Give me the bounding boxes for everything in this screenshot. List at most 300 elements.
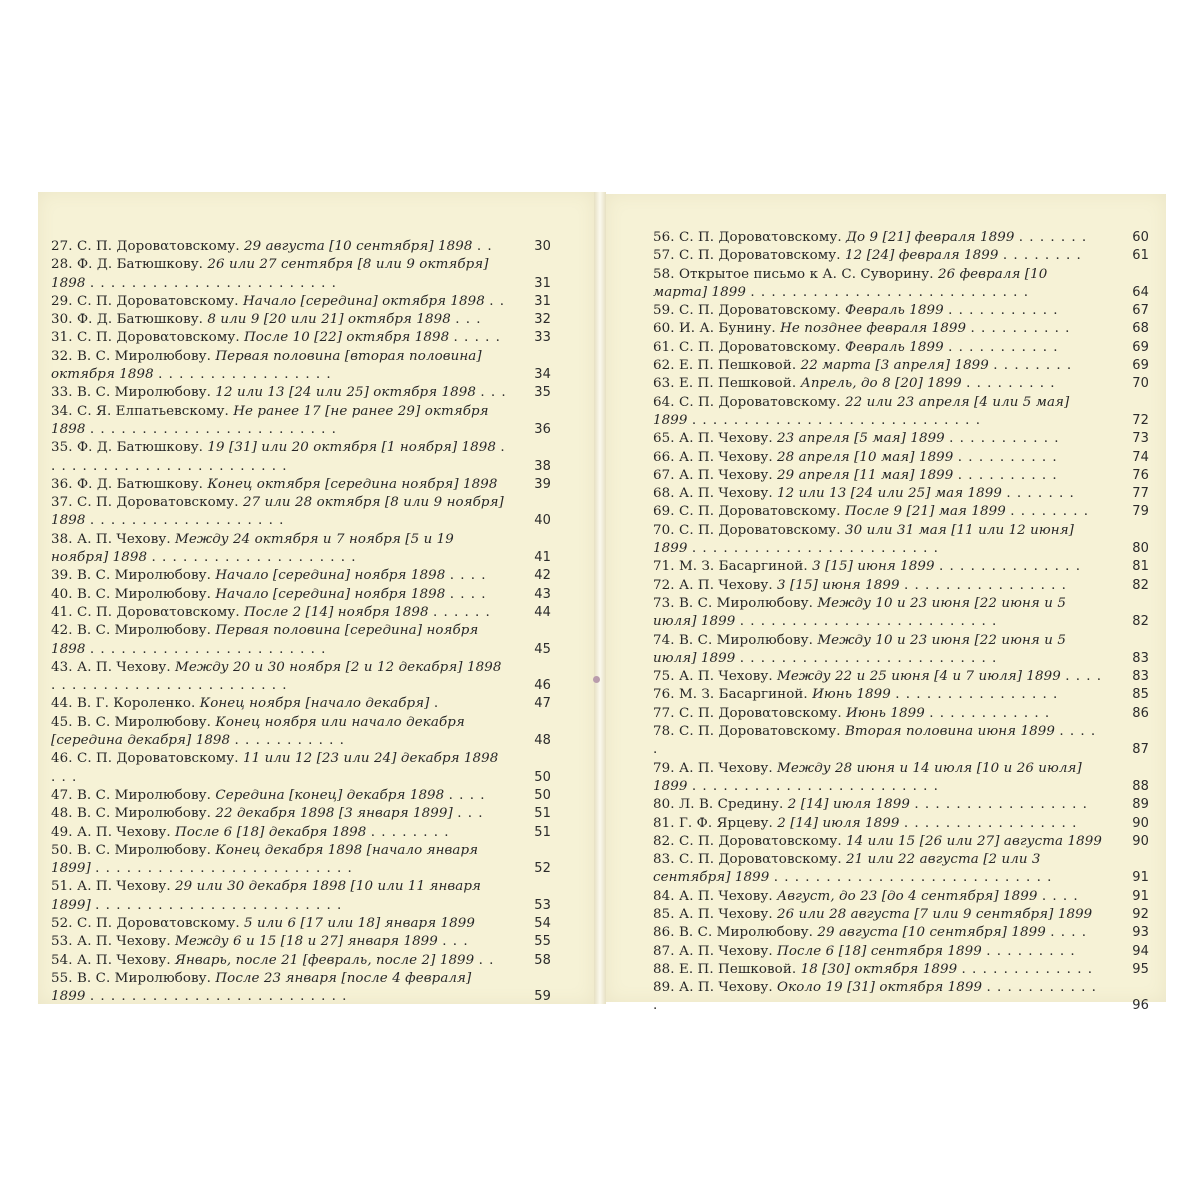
dot-leader: . . . . . . . . <box>1010 504 1090 520</box>
entry-recipient: М. З. Басаргиной. <box>678 559 808 575</box>
toc-entry-text <box>653 357 1105 375</box>
entry-number: 80. <box>653 797 675 813</box>
toc-entry <box>51 567 551 585</box>
entry-number: 85. <box>653 906 675 922</box>
entry-recipient: А. П. Чехову. <box>678 888 773 904</box>
toc-entry-text <box>51 311 507 329</box>
toc-entry <box>51 915 551 933</box>
toc-entry-text <box>51 805 507 823</box>
entry-recipient: Открытое письмо к А. С. Суворину. <box>678 266 934 282</box>
entry-number: 46. <box>51 751 73 767</box>
page-number: 31 <box>534 293 551 309</box>
toc-entry-text <box>653 760 1105 797</box>
toc-entry-text <box>51 256 507 293</box>
dot-leader: . . . . . . . <box>1018 230 1088 245</box>
toc-entry <box>51 531 551 568</box>
toc-entry-text <box>653 339 1105 357</box>
toc-entry <box>653 394 1149 431</box>
entry-recipient: А. П. Чехову. <box>678 760 773 776</box>
toc-entry <box>653 686 1149 704</box>
toc-entry-text <box>51 933 507 951</box>
entry-recipient: А. П. Чехову. <box>678 467 773 483</box>
entry-number: 40. <box>51 586 73 602</box>
toc-entry <box>51 494 551 531</box>
dot-leader: . . . . . . . . . . . . . . . . . . . . . . . <box>51 678 288 694</box>
entry-date: 22 декабря 1898 [3 января 1899] <box>215 806 453 822</box>
page-number: 39 <box>534 476 551 492</box>
toc-entry-text <box>653 522 1105 559</box>
entry-recipient: В. С. Миролюбову. <box>76 787 212 803</box>
toc-entry-text <box>653 668 1105 686</box>
dot-leader: . . . . . . . . . . . . . <box>961 961 1093 977</box>
entry-number: 58. <box>653 266 675 282</box>
toc-entry <box>51 622 551 659</box>
toc-entry <box>51 805 551 823</box>
entry-date: 5 или 6 [17 или 18] января 1899 <box>244 915 476 931</box>
toc-entry <box>653 961 1149 979</box>
entry-number: 37. <box>51 495 73 511</box>
entry-date: Февраль 1899 <box>844 339 944 355</box>
toc-entry <box>51 952 551 970</box>
toc-entry-text <box>653 796 1105 814</box>
entry-recipient: С. П. Доровατовскому. <box>76 330 240 346</box>
toc-entry-text <box>51 878 507 915</box>
toc-entry <box>653 375 1149 393</box>
page-number: 61 <box>1132 248 1149 264</box>
toc-entry-text <box>51 384 507 402</box>
entry-recipient: В. Г. Короленко. <box>76 696 196 712</box>
entry-recipient: С. П. Доровατовскому. <box>678 705 842 721</box>
toc-entry <box>653 979 1149 1016</box>
entry-date: Между 28 июня и 14 июля [10 и 26 июля] 1899 <box>653 760 1082 794</box>
entry-recipient: А. П. Чехову. <box>678 906 773 922</box>
entry-date: Июнь 1899 <box>846 705 925 721</box>
toc-entry <box>51 933 551 951</box>
toc-entry <box>51 384 551 402</box>
entry-recipient: С. П. Дороватовскому. <box>76 293 239 309</box>
toc-entry <box>51 878 551 915</box>
entry-date: Июнь 1899 <box>812 687 891 703</box>
entry-recipient: С. П. Дороватовскому. <box>76 751 239 767</box>
page-number: 82 <box>1132 614 1149 630</box>
entry-number: 59. <box>653 303 675 319</box>
dot-leader: . . . . . . . . . . . . . . . . <box>903 577 1067 593</box>
entry-number: 35. <box>51 440 73 456</box>
toc-entry <box>653 906 1149 924</box>
toc-entry-text <box>653 888 1105 906</box>
dot-leader: . . . . . . . . <box>1002 248 1082 264</box>
dot-leader: . . . <box>457 806 484 822</box>
toc-entry-text <box>653 430 1105 448</box>
entry-number: 36. <box>51 476 73 492</box>
page-number: 52 <box>534 861 551 877</box>
page-number: 77 <box>1132 486 1149 502</box>
entry-number: 52. <box>51 915 73 931</box>
entry-number: 56. <box>653 230 675 245</box>
page-number: 54 <box>534 915 551 931</box>
entry-number: 75. <box>653 669 675 685</box>
dot-leader: . . <box>478 952 495 968</box>
entry-number: 47. <box>51 787 73 803</box>
entry-number: 57. <box>653 248 675 264</box>
entry-number: 34. <box>51 403 73 419</box>
toc-entry-text <box>51 915 507 933</box>
entry-recipient: Ф. Д. Батюшкову. <box>76 440 204 456</box>
entry-date: Около 19 [31] октября 1899 <box>777 980 983 996</box>
dot-leader: . . . . . . . . . . . <box>948 303 1059 319</box>
entry-recipient: А. П. Чехову. <box>678 577 773 593</box>
dot-leader: . . . . . . . . . . . . <box>929 705 1051 721</box>
toc-entry-text <box>51 824 507 842</box>
page-number: 46 <box>534 678 551 694</box>
toc-entry-text <box>653 302 1105 320</box>
toc-entry <box>51 329 551 347</box>
dot-leader: . . . . . . . . . . . . . . . . <box>895 687 1059 703</box>
toc-entry-text <box>653 906 1105 924</box>
page-number: 88 <box>1132 778 1149 794</box>
entry-number: 67. <box>653 467 675 483</box>
dot-leader: . . . . . . . . . . . . . . . . . . . . . . . . . <box>739 614 998 630</box>
page-number: 30 <box>534 239 551 254</box>
page-number: 31 <box>534 275 551 291</box>
entry-date: Вторая половина июня 1899 <box>844 724 1055 740</box>
toc-entry <box>51 824 551 842</box>
entry-date: 27 или 28 октября [8 или 9 ноября] 1898 <box>51 495 504 529</box>
toc-entry <box>653 668 1149 686</box>
toc-entry-text <box>653 924 1105 942</box>
entry-number: 63. <box>653 376 675 392</box>
toc-entry <box>653 430 1149 448</box>
dot-leader: . . . . . . . . <box>993 358 1073 374</box>
page-number: 48 <box>534 733 551 749</box>
page-number: 79 <box>1132 504 1149 520</box>
page-number: 74 <box>1132 449 1149 465</box>
table-of-contents-left <box>51 238 551 1006</box>
toc-entry <box>51 604 551 622</box>
entry-date: 22 или 23 апреля [4 или 5 мая] 1899 <box>653 394 1070 428</box>
toc-entry <box>51 787 551 805</box>
entry-date: 2 [14] июля 1899 <box>787 797 911 813</box>
entry-date: 30 или 31 мая [11 или 12 июня] 1899 <box>653 522 1074 557</box>
entry-recipient: Е. П. Пешковой. <box>678 358 797 374</box>
page-number: 40 <box>534 513 551 529</box>
toc-entry <box>653 266 1149 303</box>
entry-number: 77. <box>653 705 675 721</box>
entry-date: 12 [24] февраля 1899 <box>844 248 999 264</box>
toc-entry <box>653 320 1149 338</box>
entry-recipient: С. П. Дороватовскому. <box>76 495 239 511</box>
entry-recipient: С. П. Доровατовскому. <box>678 230 842 245</box>
toc-entry-text <box>653 577 1105 595</box>
page-number: 72 <box>1132 412 1149 428</box>
page-number: 86 <box>1132 705 1149 721</box>
toc-entry-text <box>51 476 507 494</box>
entry-date: 18 [30] октября 1899 <box>800 961 958 977</box>
entry-date: Конец декабря 1898 [начало января 1899] <box>51 842 479 877</box>
dot-leader: . . . . . . . . . . . . . . . . . <box>914 797 1088 813</box>
page-number: 53 <box>534 897 551 913</box>
toc-entry <box>653 302 1149 320</box>
toc-entry <box>653 815 1149 833</box>
page-number: 83 <box>1132 650 1149 666</box>
entry-number: 49. <box>51 824 73 840</box>
toc-entry <box>51 659 551 696</box>
entry-number: 55. <box>51 970 73 986</box>
entry-number: 76. <box>653 687 675 703</box>
entry-recipient: С. П. Доровατовскому. <box>678 852 842 868</box>
toc-entry-text <box>653 705 1105 723</box>
toc-entry-text <box>51 750 507 787</box>
page-number: 87 <box>1132 742 1149 758</box>
entry-recipient: С. П. Дороватовскому. <box>678 339 841 355</box>
toc-entry-text <box>51 329 507 347</box>
toc-entry-text <box>653 632 1105 669</box>
dot-leader: . . . . . <box>453 330 501 346</box>
toc-entry-text <box>653 558 1105 576</box>
toc-entry <box>653 595 1149 632</box>
page-number: 76 <box>1132 467 1149 483</box>
entry-number: 41. <box>51 604 73 620</box>
toc-entry-text <box>653 595 1105 632</box>
entry-recipient: А. П. Чехову. <box>678 449 773 465</box>
dot-leader: . . . . . . . . . . . . . . . . . . . . . . . <box>89 641 327 657</box>
entry-date: Апрель, до 8 [20] 1899 <box>800 376 962 392</box>
entry-date: Первая половина [середина] ноября 1898 <box>51 623 479 657</box>
page-number: 50 <box>534 769 551 785</box>
page-number: 82 <box>1132 577 1149 593</box>
entry-number: 50. <box>51 842 73 858</box>
entry-recipient: С. П. Доровατовскому. <box>76 239 240 254</box>
toc-entry-text <box>653 851 1105 888</box>
dot-leader: . . . . . . . . . . . . . . . . . . . . . . . . . <box>739 650 998 666</box>
toc-entry-text <box>653 394 1105 431</box>
entry-number: 43. <box>51 659 73 675</box>
toc-entry-text <box>653 485 1105 503</box>
page-number: 90 <box>1132 815 1149 831</box>
toc-entry-text <box>51 293 507 311</box>
toc-entry-text <box>51 952 507 970</box>
entry-date: 26 или 27 сентября [8 или 9 октября] 1898 <box>51 257 489 291</box>
entry-number: 62. <box>653 358 675 374</box>
entry-recipient: В. С. Миролюбову. <box>76 714 212 730</box>
entry-date: Начало [середина] ноября 1898 <box>215 568 446 584</box>
toc-entry <box>51 476 551 494</box>
entry-date: 3 [15] июня 1899 <box>777 577 900 593</box>
toc-entry <box>653 229 1149 247</box>
entry-date: 29 августа [10 сентября] 1899 <box>817 925 1046 941</box>
entry-recipient: С. П. Дороватовскому. <box>678 248 841 264</box>
entry-date: 29 августа [10 сентября] 1898 <box>244 239 473 254</box>
page-number: 47 <box>534 696 551 712</box>
toc-entry-text <box>51 970 507 1007</box>
dot-leader: . . . . <box>448 787 486 803</box>
dot-leader: . . . . . . . . . . . . . . . . . . . . . . . . <box>89 421 337 437</box>
toc-entry <box>653 924 1149 942</box>
entry-date: 23 апреля [5 мая] 1899 <box>777 431 945 447</box>
dot-leader: . . <box>489 293 506 309</box>
page-number: 81 <box>1132 559 1149 575</box>
dot-leader: . <box>433 696 440 712</box>
entry-recipient: И. А. Бунину. <box>678 321 776 337</box>
toc-entry <box>653 796 1149 814</box>
entry-number: 84. <box>653 888 675 904</box>
toc-entry-text <box>51 842 507 879</box>
dot-leader: . . . . . . . . . . <box>957 467 1058 483</box>
toc-entry <box>653 723 1149 760</box>
entry-recipient: А. П. Чехову. <box>76 934 171 950</box>
dot-leader: . . . . . . . . . <box>986 943 1076 959</box>
entry-date: 21 или 22 августа [2 или 3 сентября] 1899 <box>653 852 1041 886</box>
entry-number: 65. <box>653 431 675 447</box>
entry-date: Между 10 и 23 июня [22 июня и 5 июля] 1899 <box>653 595 1066 630</box>
entry-recipient: В. С. Миролюбову. <box>76 970 212 986</box>
page-number: 85 <box>1132 687 1149 703</box>
dot-leader: . . . . . . . . . . . <box>948 339 1059 355</box>
page-number: 32 <box>534 312 551 328</box>
dot-leader: . . . . . . . . . . . . . . . . . . . . <box>151 550 357 566</box>
dot-leader: . . . . . . . . . . <box>970 321 1071 337</box>
toc-entry <box>51 238 551 256</box>
entry-date: После 6 [18] сентября 1899 <box>777 943 982 959</box>
toc-entry <box>653 522 1149 559</box>
page-number: 91 <box>1132 870 1149 886</box>
entry-number: 78. <box>653 724 675 740</box>
toc-entry-text <box>653 320 1105 338</box>
dot-leader: . . . . . . . . . . . . . . . . . . . . . . . . . <box>89 989 348 1005</box>
toc-entry-text <box>51 787 507 805</box>
entry-date: Первая половина [вторая половина] октября 1898 <box>51 348 482 383</box>
entry-recipient: В. С. Миролюбову. <box>76 586 212 602</box>
toc-entry-text <box>51 586 507 604</box>
page-number: 64 <box>1132 284 1149 300</box>
page-number: 45 <box>534 641 551 657</box>
entry-number: 32. <box>51 348 73 364</box>
entry-number: 33. <box>51 385 73 401</box>
entry-date: После 2 [14] ноября 1898 <box>244 604 429 620</box>
book-gutter <box>594 192 606 1004</box>
dot-leader: . . . <box>455 312 482 328</box>
entry-recipient: Л. В. Средину. <box>678 797 784 813</box>
page-number: 69 <box>1132 339 1149 355</box>
toc-entry-text <box>653 833 1105 851</box>
entry-number: 74. <box>653 632 675 648</box>
entry-recipient: А. П. Чехову. <box>678 431 773 447</box>
entry-recipient: С. П. Доровατовскому. <box>76 915 240 931</box>
toc-entry <box>51 586 551 604</box>
dot-leader: . . . . . . . . . . . . <box>653 980 1097 1014</box>
toc-entry-text <box>51 622 507 659</box>
entry-date: 26 или 28 августа [7 или 9 сентября] 1899 <box>777 906 1093 922</box>
entry-number: 53. <box>51 934 73 950</box>
entry-number: 70. <box>653 522 675 538</box>
entry-recipient: А. П. Чехову. <box>678 943 773 959</box>
entry-number: 48. <box>51 806 73 822</box>
entry-date: 29 апреля [11 мая] 1899 <box>777 467 954 483</box>
dot-leader: . . . . . . . . . . . . . . . . . . . . . . . . . . . . <box>691 412 981 428</box>
entry-number: 83. <box>653 852 675 868</box>
toc-entry-text <box>653 467 1105 485</box>
entry-recipient: В. С. Миролюбову. <box>678 595 814 611</box>
entry-number: 69. <box>653 504 675 520</box>
entry-recipient: А. П. Чехову. <box>76 879 171 895</box>
entry-number: 66. <box>653 449 675 465</box>
dot-leader: . . . . . . . . . . . . . . . . . . . . . . . . <box>691 778 939 794</box>
entry-number: 88. <box>653 961 675 977</box>
page-number: 58 <box>534 952 551 968</box>
dot-leader: . . . . <box>449 586 487 602</box>
entry-number: 27. <box>51 239 73 254</box>
toc-entry <box>653 467 1149 485</box>
toc-entry-text <box>653 449 1105 467</box>
toc-entry-text <box>653 375 1105 393</box>
entry-recipient: А. П. Чехову. <box>76 952 171 968</box>
toc-entry <box>653 339 1149 357</box>
toc-entry <box>653 705 1149 723</box>
entry-recipient: А. П. Чехову. <box>76 531 171 547</box>
entry-recipient: В. С. Миролюбову. <box>76 842 212 858</box>
entry-date: 12 или 13 [24 или 25] октября 1898 <box>215 385 477 401</box>
dot-leader: . . . . . . . . . . . . . . . . . . . . . . . . . . . <box>773 870 1053 886</box>
entry-recipient: Ф. Д. Батюшкову. <box>76 257 204 273</box>
page-number: 70 <box>1132 376 1149 392</box>
dot-leader: . . . . . . . . . . . . . . . . . . . . . . . . . <box>95 861 353 877</box>
entry-date: Конец ноября или начало декабря [середина декабря] 1898 <box>51 714 465 749</box>
toc-entry-text <box>51 403 507 440</box>
toc-entry-text <box>653 961 1105 979</box>
entry-recipient: В. С. Миролюбову. <box>76 806 212 822</box>
entry-number: 60. <box>653 321 675 337</box>
entry-date: 12 или 13 [24 или 25] мая 1899 <box>777 486 1003 502</box>
entry-date: Между 22 и 25 июня [4 и 7 июля] 1899 <box>777 669 1061 685</box>
dot-leader: . . . . <box>449 568 487 584</box>
page-number: 93 <box>1132 925 1149 941</box>
page-number: 38 <box>534 458 551 474</box>
page-number: 90 <box>1132 833 1149 849</box>
entry-date: 26 февраля [10 марта] 1899 <box>653 266 1048 300</box>
dot-leader: . . . . . . . . . . . . . . . . . . . . . . . . <box>89 275 337 291</box>
entry-date: Между 24 октября и 7 ноября [5 и 19 ноября] 1898 <box>51 531 454 566</box>
toc-entry <box>653 485 1149 503</box>
entry-number: 87. <box>653 943 675 959</box>
toc-entry-text <box>653 229 1105 247</box>
dot-leader: . . . . . . . . . . . <box>234 733 345 749</box>
entry-date: 8 или 9 [20 или 21] октября 1898 <box>207 312 451 328</box>
entry-date: Конец октября [середина ноября] 1898 <box>207 476 498 492</box>
entry-number: 51. <box>51 879 73 895</box>
toc-entry-text <box>653 943 1105 961</box>
toc-entry <box>653 943 1149 961</box>
dot-leader: . . . . <box>1065 669 1103 685</box>
page-number: 80 <box>1132 541 1149 557</box>
toc-entry <box>51 750 551 787</box>
dot-leader: . . . . . . . . . <box>966 376 1056 392</box>
entry-recipient: С. П. Дороватовскому. <box>678 504 841 520</box>
page-number: 35 <box>534 385 551 401</box>
page-number: 68 <box>1132 321 1149 337</box>
toc-entry <box>653 632 1149 669</box>
toc-entry-text <box>51 494 507 531</box>
page-number: 67 <box>1132 303 1149 319</box>
toc-entry-text <box>653 503 1105 521</box>
entry-number: 82. <box>653 833 675 849</box>
entry-date: 28 апреля [10 мая] 1899 <box>777 449 954 465</box>
page-stain-mark <box>593 676 600 683</box>
page-number: 51 <box>534 806 551 822</box>
toc-entry <box>51 842 551 879</box>
toc-entry <box>653 833 1149 851</box>
entry-number: 73. <box>653 595 675 611</box>
entry-recipient: С. П. Дороватовскому. <box>678 303 841 319</box>
